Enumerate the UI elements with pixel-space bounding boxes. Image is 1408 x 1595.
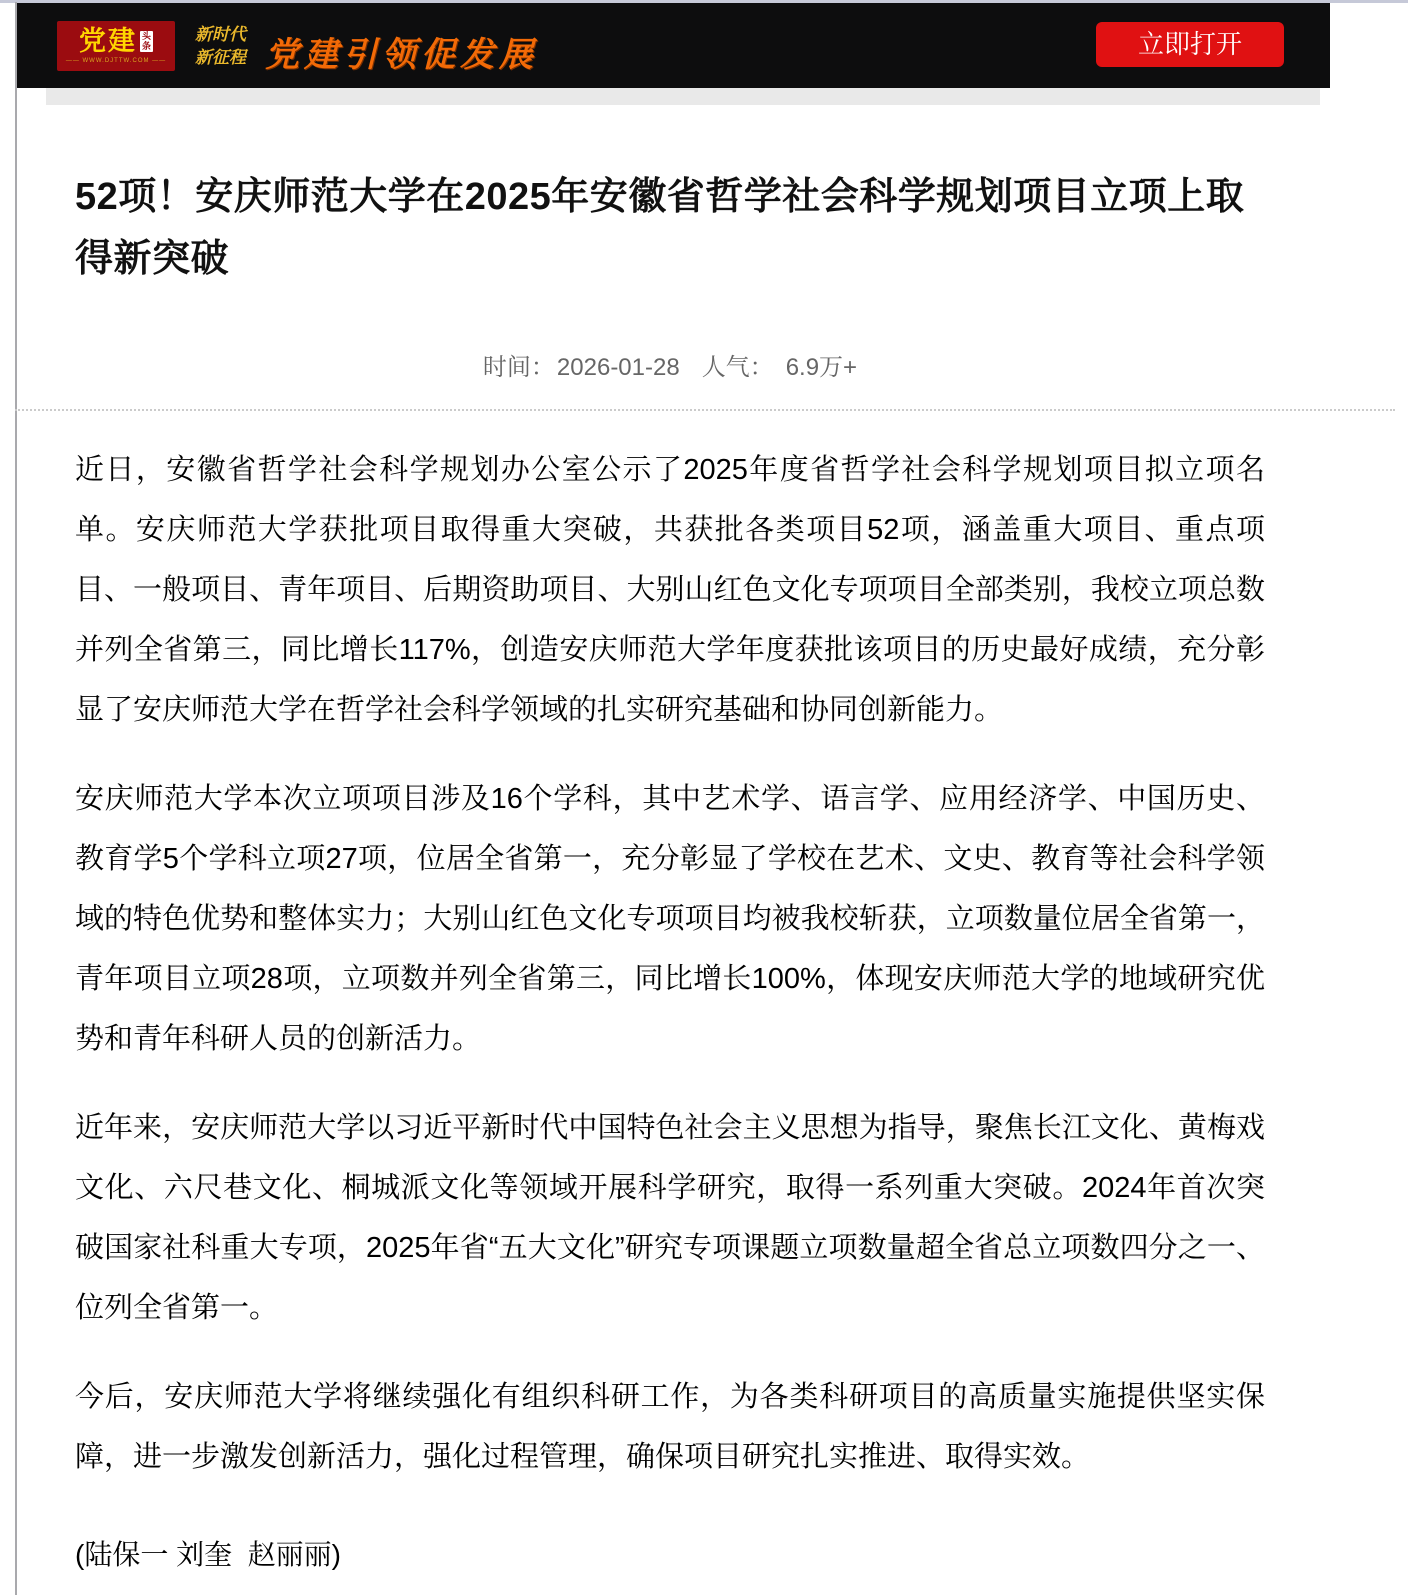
header-shadow-strip <box>46 88 1320 105</box>
article-container <box>75 105 1265 1573</box>
logo-tag-char-bottom: 条 <box>141 40 151 51</box>
page-left-border <box>15 2 17 1595</box>
site-logo[interactable] <box>57 21 175 71</box>
article-credits: (陆保一 刘奎 赵丽丽) <box>75 1538 341 1570</box>
logo-tag-char-top: 头 <box>141 30 151 41</box>
meta-time-label: 时间： <box>482 353 555 381</box>
meta-time-value: 2026-01-28 <box>556 353 680 381</box>
open-app-button[interactable]: 立即打开 <box>1096 22 1284 67</box>
dotted-divider <box>15 409 1395 411</box>
article-paragraph: 近日，安徽省哲学社会科学规划办公室公示了2025年度省哲学社会科学规划项目拟立项名单。安庆师范大学获批项目取得重大突破，共获批各类项目52项，涵盖重大项目、重点项目、一般项目、青年项目、后期资助项目、大别山红色文化专项项目全部类别，我校立项总数并列全省第三，同比增长117%，创造安庆师范大学年度获批该项目的历史最好成绩，充分彰显了安庆师范大学在哲学社会科学领域的扎实研究基础和协同创新能力。 <box>75 453 1265 726</box>
meta-views-value: 6.9万+ <box>785 353 858 381</box>
banner-slogan-main: 党建引领促发展 <box>265 36 538 74</box>
banner-slogan-line1: 新时代 <box>195 25 246 44</box>
article-title: 52项！安庆师范大学在2025年安徽省哲学社会科学规划项目立项上取得新突破 <box>75 176 1245 280</box>
article-body <box>75 440 1265 1487</box>
article-meta <box>75 347 1265 382</box>
logo-url-text: —— WWW.DJTTW.COM —— <box>65 58 167 64</box>
article-paragraph: 安庆师范大学本次立项项目涉及16个学科，其中艺术学、语言学、应用经济学、中国历史、教育学5个学科立项27项，位居全省第一，充分彰显了学校在艺术、文史、教育等社会科学领域的特色优势和整体实力；大别山红色文化专项项目均被我校斩获，立项数量位居全省第一，青年项目立项28项，立项数并列全省第三，同比增长100%，体现安庆师范大学的地域研究优势和青年科研人员的创新活力。 <box>75 782 1265 1055</box>
article-paragraph: 今后，安庆师范大学将继续强化有组织科研工作，为各类科研项目的高质量实施提供坚实保障，进一步激发创新活力，强化过程管理，确保项目研究扎实推进、取得实效。 <box>75 1380 1265 1473</box>
meta-views-label: 人气： <box>701 353 774 381</box>
app-banner <box>17 3 1330 88</box>
logo-tag-badge <box>140 31 153 53</box>
banner-slogan-line2: 新征程 <box>195 47 246 67</box>
logo-wordmark: 党建 <box>78 26 137 56</box>
article-paragraph: 近年来，安庆师范大学以习近平新时代中国特色社会主义思想为指导，聚焦长江文化、黄梅戏文化、六尺巷文化、桐城派文化等领域开展科学研究，取得一系列重大突破。2024年首次突破国家社科重大专项，2025年省“五大文化”研究专项课题立项数量超全省总立项数四分之一、位列全省第一。 <box>75 1111 1265 1324</box>
banner-slogan-small <box>195 24 246 70</box>
